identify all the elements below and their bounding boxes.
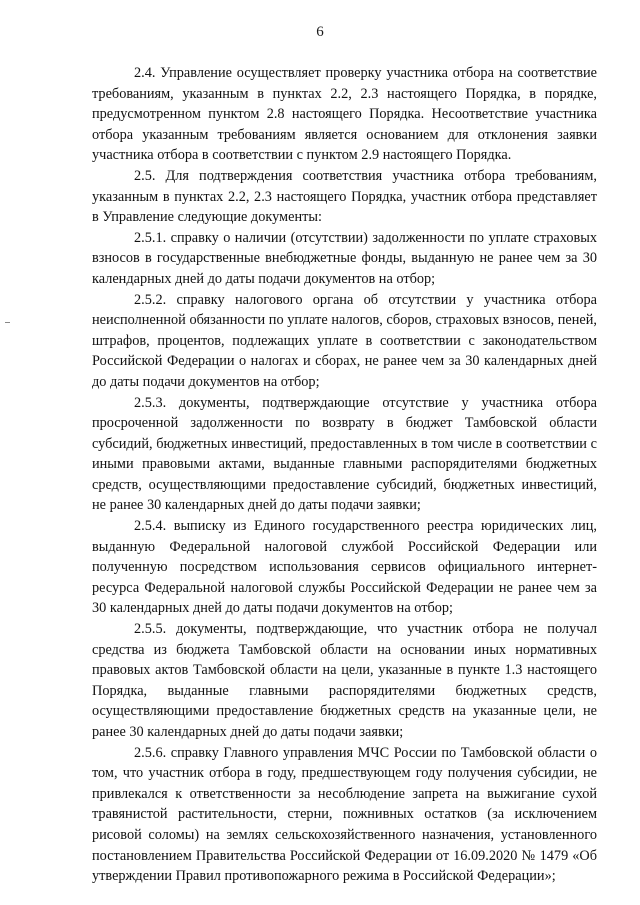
paragraph-2-5: 2.5. Для подтверждения соответствия участника отбора требованиям, указанным в пунктах 2.2, 2.3 настоящего Порядка, участник отбора представляет в Управление следующие документы: <box>92 167 597 226</box>
paragraph-2-5-4: 2.5.4. выписку из Единого государственного реестра юридических лиц, выданную Федеральной налоговой службой Российской Федерации или полученную посредством использования сервисов официального интернет-ресурса Федеральной налоговой службы Российской Федерации не ранее чем за 30 календарных дней до даты подачи документов на отбор; <box>92 518 597 617</box>
paragraph-2-4: 2.4. Управление осуществляет проверку участника отбора на соответствие требованиям, указанным в пунктах 2.2, 2.3 настоящего Порядка, в порядке, предусмотренном пунктом 2.8 настоящего Порядка. Несоответствие участника отбора указанным требованиям является основанием для отклонения заявки участника отбора в соответствии с пунктом 2.9 настоящего Порядка. <box>92 65 597 164</box>
document-body <box>92 63 597 887</box>
paragraph-2-5-3: 2.5.3. документы, подтверждающие отсутствие у участника отбора просроченной задолженности по возврату в бюджет Тамбовской области субсидий, бюджетных инвестиций, предоставленных в том числе в соответствии с иными правовыми актами, выданные главными распорядителями бюджетных средств, осуществляющими предоставление субсидий, бюджетных инвестиций, не ранее 30 календарных дней до даты подачи заявки; <box>92 394 597 514</box>
paragraph-2-5-6: 2.5.6. справку Главного управления МЧС России по Тамбовской области о том, что участник отбора в году, предшествующем году получения субсидии, не привлекался к ответственности за несоблюдение запрета на выжигание сухой травянистой растительности, стерни, пожнивных остатков (за исключением рисовой соломы) на землях сельскохозяйственного назначения, установленного постановлением Правительства Российской Федерации от 16.09.2020 № 1479 «Об утверждении Правил противопожарного режима в Российской Федерации»; <box>92 744 597 885</box>
paragraph-2-5-2: 2.5.2. справку налогового органа об отсутствии у участника отбора неисполненной обязанности по уплате налогов, сборов, страховых взносов, пеней, штрафов, процентов, подлежащих уплате в соответствии с законодательством Российской Федерации о налогах и сборах, не ранее чем за 30 календарных дней до даты подачи документов на отбор; <box>92 291 597 390</box>
paragraph-2-5-5: 2.5.5. документы, подтверждающие, что участник отбора не получал средства из бюджета Тамбовской области на основании иных нормативных правовых актов Тамбовской области на цели, указанные в пункте 1.3 настоящего Порядка, выданные главными распорядителями бюджетных средств, осуществляющими предоставление бюджетных средств на указанные цели, не ранее 30 календарных дней до даты подачи заявки; <box>92 621 597 740</box>
margin-mark <box>5 322 10 323</box>
paragraph-2-5-1: 2.5.1. справку о наличии (отсутствии) задолженности по уплате страховых взносов в государственные внебюджетные фонды, выданную не ранее чем за 30 календарных дней до даты подачи документов на отбор; <box>92 229 597 287</box>
page-number: 6 <box>316 24 324 40</box>
